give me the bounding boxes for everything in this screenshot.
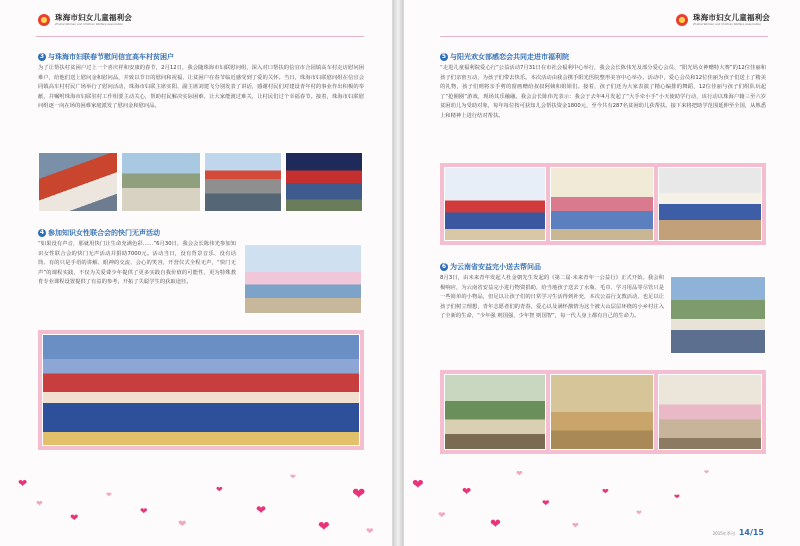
photo-group-stage [658, 167, 762, 241]
association-logo-icon [38, 14, 50, 26]
heart-icon: ❤ [572, 521, 579, 530]
page-header [676, 14, 770, 26]
section-4-title [38, 228, 160, 238]
heart-icon: ❤ [674, 493, 680, 501]
association-logo-icon [676, 14, 688, 26]
section-6-heading: 为云南省安益完小送去帮问品 [450, 263, 541, 271]
heart-icon: ❤ [352, 484, 366, 503]
heart-icon: ❤ [290, 473, 296, 481]
section-5-body: “走进儿童福利院爱心行”公益活动7月31日在市社会福利中心举行，我会会长陈伟光及部分爱心会员、“阳光妈女神赠特大赛”的12位佳丽和孩子们亲密互动，为孩子们带去快乐。本次活动由我会携手阳光医院整形美容中心举办。活动中，爱心会员和12位佳丽为孩子们送上了精美的礼物，孩子们则将亲手剪的窗画赠给叔叔阿姨和姐姐们。接着，孩子们还为大家表演了精心编排的舞蹈，12位佳丽与孩子们组队玩起了“抢圈圈”游戏，现场其乐融融。我会会长陈伟光表示：我会于去年4月发起了“大手牵小手”小天使助学行动，该行动以珠海户籍三至六岁贫困幼儿为受助对象，每年每位按可获知儿会帮扶资金1800元，至今共有287名贫困幼儿获帮扶。接下来将把助学范围延伸至全国，从熟悉上和精神上进行结对帮扶。 [440, 65, 766, 119]
heart-icon: ❤ [602, 487, 609, 496]
heart-icon: ❤ [216, 485, 223, 494]
section-6-body: 8月3日，由未来青年发起人杜金朝先生发起的《第二届·未来青年一公益行》正式开始。我会积极响应，为云南省安益完小进行物资捐助，给当地孩子送去了水瓶、毛巾、学习用品等尽管只是一些简单的小物品，但足以让孩子们的日常学习生活得到补充，本次公益行支教活动，也足以让孩子们树立理想，青年志愿者们的青春，爱心以及满怀激情为这个被大山层层环绕的小乡村注入了全新的生命，“少年强 则国强，少年智 则国智”，每一代人身上都有自己的生命力。 [440, 275, 664, 319]
page-number [713, 528, 764, 537]
photo-ceremony [285, 152, 363, 212]
section-6-title [440, 262, 541, 272]
section-4-number: 4 [39, 229, 45, 236]
brand-english: Zhuhai Women and Children Welfare Association [55, 21, 124, 26]
header-divider [440, 36, 768, 37]
heart-icon: ❤ [140, 507, 148, 517]
heart-icon: ❤ [636, 509, 642, 517]
brand-name: 珠海市妇女儿童福利会 [55, 13, 132, 23]
issue-label: 2015年季刊 [712, 531, 735, 536]
section-5-title [440, 52, 569, 62]
section-3-heading: 与珠海市妇联春节慰问信宜高车村贫困户 [48, 53, 174, 61]
heart-icon: ❤ [106, 491, 112, 499]
photo-village-road [121, 152, 201, 212]
section-4-body: “如果没有声音，那就用快门让生命充满色彩……”6月30日，我会会长陈伟光参加知识女性联合会的快门无声活动并捐助7000元。活动当日，没有背景音乐、没有话筒、有的只是手语的讲解、眼神的交流、会心的笑容，开营仪式全程无声，“快门无声”的课程实践，不仅为关爱聋少年提供了更多实践自我价值的可能性，更为特殊教育专业课程设置提供了有益的参考，开拓了失聪学生的获取途径。 [38, 241, 236, 285]
heart-icon: ❤ [704, 469, 710, 476]
folio-label: 14/15 [738, 528, 764, 537]
section-5-heading: 与阳光欢女部感恋会共同走进市福利院 [450, 53, 569, 61]
heart-icon: ❤ [178, 519, 187, 530]
heart-icon: ❤ [70, 513, 79, 524]
heart-icon: ❤ [542, 499, 550, 509]
photo-school-group [670, 276, 766, 354]
photo-supply-items [658, 374, 762, 450]
section-5-number: 5 [441, 53, 447, 60]
section-3-number: 3 [39, 53, 45, 60]
photo-children-dance [550, 167, 654, 241]
heart-icon: ❤ [412, 477, 424, 493]
heart-icon: ❤ [256, 503, 267, 517]
photo-donated-boxes [550, 374, 654, 450]
heart-icon: ❤ [438, 511, 446, 521]
photo-square-stage [204, 152, 282, 212]
right-page [403, 0, 800, 546]
heart-icon: ❤ [36, 499, 43, 508]
photo-carrying-supplies [444, 374, 546, 450]
left-page [0, 0, 393, 546]
heart-icon: ❤ [18, 477, 28, 490]
photo-silent-shutter-event [244, 244, 362, 314]
brand-name: 珠海市妇女儿童福利会 [693, 13, 770, 23]
page-header [38, 14, 132, 26]
heart-icon: ❤ [366, 527, 374, 537]
heart-icon: ❤ [516, 469, 523, 478]
header-divider [36, 36, 364, 37]
section-4-heading: 参加知识女性联合会的快门无声活动 [48, 229, 160, 237]
photo-visit-home [38, 152, 118, 212]
heart-icon: ❤ [318, 519, 330, 535]
section-6-number: 6 [441, 263, 447, 270]
photo-welfare-banner [444, 167, 546, 241]
section-3-body: 为了让帮扶村贫困户过上一个喜庆祥和安康的春节，2月12日，我会随珠海市妇联慰问组，深入对口帮扶的信宜市合园镇高车村走访慰问困难户，给他们送上慰问金和慰问品，并致以节日的慰问和祝福，让贫困户在春节临近感受到了爱的关怀。当日，珠海市妇联慰问组在信宜会同镇高车村村民广场举行了慰问活动，珠海市妇联主席实阳、副主席刘建飞分别发表了讲话，感谢村民们对建设青年村的事业作出积极的奉献，并嘱咐珠海市妇联驻村工作组要主动关心，帮助村民解决实际困难，让大家能渡过难关，让村民们过个幸福春节。接着，珠海市妇联慰问组逐一向在场的困难家庭派发了慰问金和慰问品。 [38, 65, 364, 109]
heart-icon: ❤ [462, 485, 472, 498]
section-3-title [38, 52, 174, 62]
heart-icon: ❤ [490, 517, 501, 532]
binding-gutter [393, 0, 403, 546]
brand-english: Zhuhai Women and Children Welfare Association [693, 21, 762, 26]
photo-group-participants [42, 334, 360, 446]
